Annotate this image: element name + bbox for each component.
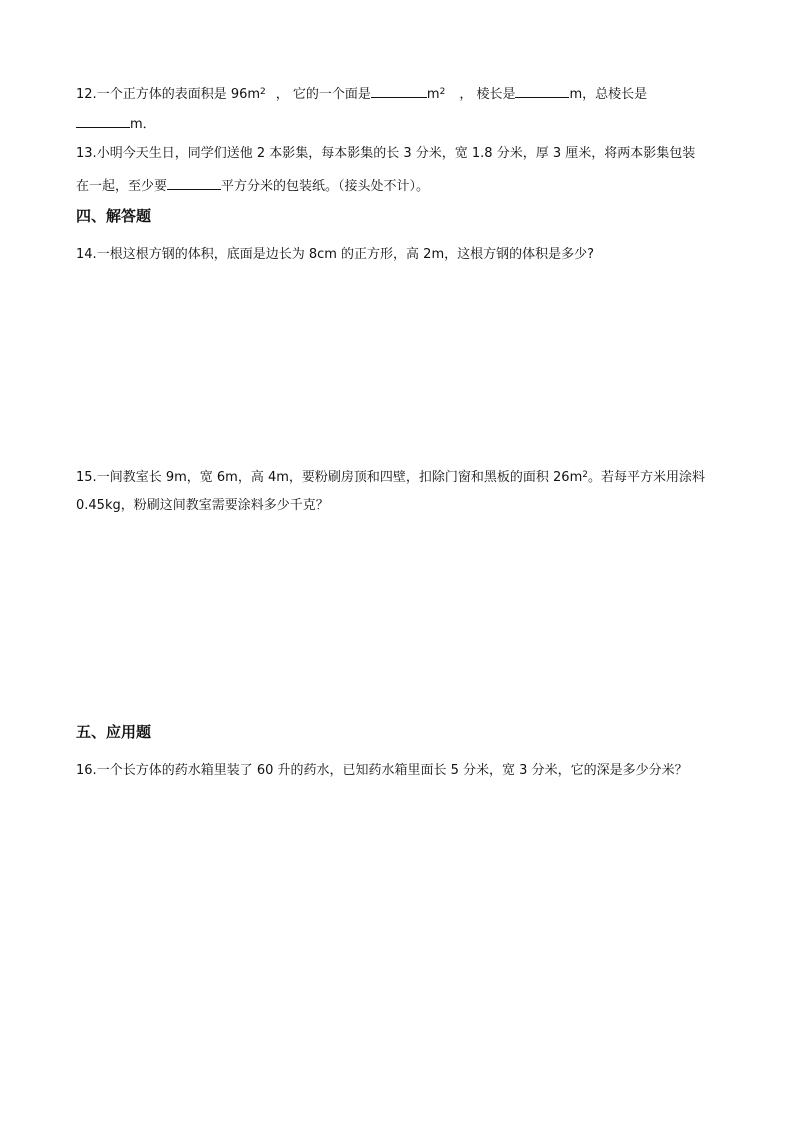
section-5-heading: 五、应用题 xyxy=(76,723,152,741)
question-15-number: 15. xyxy=(76,470,97,485)
question-12-line-1 xyxy=(76,83,647,104)
question-13-text-a: 小明今天生日，同学们送他 2 本影集，每本影集的长 3 分米，宽 1.8 分米，厚 3 厘米，将两本影集包装 xyxy=(96,146,696,161)
question-12-text-b: ， 它的一个面是 xyxy=(275,87,371,102)
question-14-text: 一根这根方钢的体积，底面是边长为 8cm 的正方形，高 2m，这根方钢的体积是多少? xyxy=(96,247,595,262)
question-12-text-a: 一个正方体的表面积是 96m xyxy=(96,87,261,102)
question-13-line-2 xyxy=(76,176,429,196)
question-12-sup-b: 2 xyxy=(439,87,446,97)
answer-blank-wrapping-paper[interactable] xyxy=(167,176,221,190)
question-12-unit-b: m xyxy=(426,87,440,102)
answer-blank-edge-length[interactable] xyxy=(515,84,569,98)
section-4-heading: 四、解答题 xyxy=(76,207,152,225)
question-13-text-c: 平方分米的包装纸。（接头处不计）。 xyxy=(221,179,430,194)
question-13-line-1 xyxy=(76,145,695,163)
question-15-text-c: 0.45kg，粉刷这间教室需要涂料多少千克？ xyxy=(76,498,329,513)
question-14-number: 14. xyxy=(76,247,97,262)
question-16 xyxy=(76,762,688,780)
question-12-text-c: ， 棱长是 xyxy=(459,87,516,102)
question-15-line-2 xyxy=(76,497,329,515)
question-12-text-e: m． xyxy=(130,117,156,132)
answer-blank-face-area[interactable] xyxy=(371,84,427,98)
question-15-text-b: 。若每平方米用涂料 xyxy=(587,470,705,485)
question-15-sup: 2 xyxy=(582,470,588,480)
question-12-line-2 xyxy=(76,114,156,134)
question-15-line-1 xyxy=(76,466,705,487)
question-13-number: 13. xyxy=(76,146,97,161)
question-12-text-d: m，总棱长是 xyxy=(569,87,648,102)
question-16-text: 一个长方体的药水箱里装了 60 升的药水，已知药水箱里面长 5 分米，宽 3 分米，它的深是多少分米？ xyxy=(96,763,688,778)
answer-blank-total-edge[interactable] xyxy=(76,114,130,128)
question-12-number: 12. xyxy=(76,87,97,102)
question-13-text-b: 在一起，至少要 xyxy=(76,179,168,194)
question-16-number: 16. xyxy=(76,763,97,778)
question-15-text-a: 一间教室长 9m，宽 6m，高 4m，要粉刷房顶和四壁，扣除门窗和黑板的面积 26m xyxy=(96,470,583,485)
question-14 xyxy=(76,246,594,264)
question-12-sup-a: 2 xyxy=(260,87,266,97)
